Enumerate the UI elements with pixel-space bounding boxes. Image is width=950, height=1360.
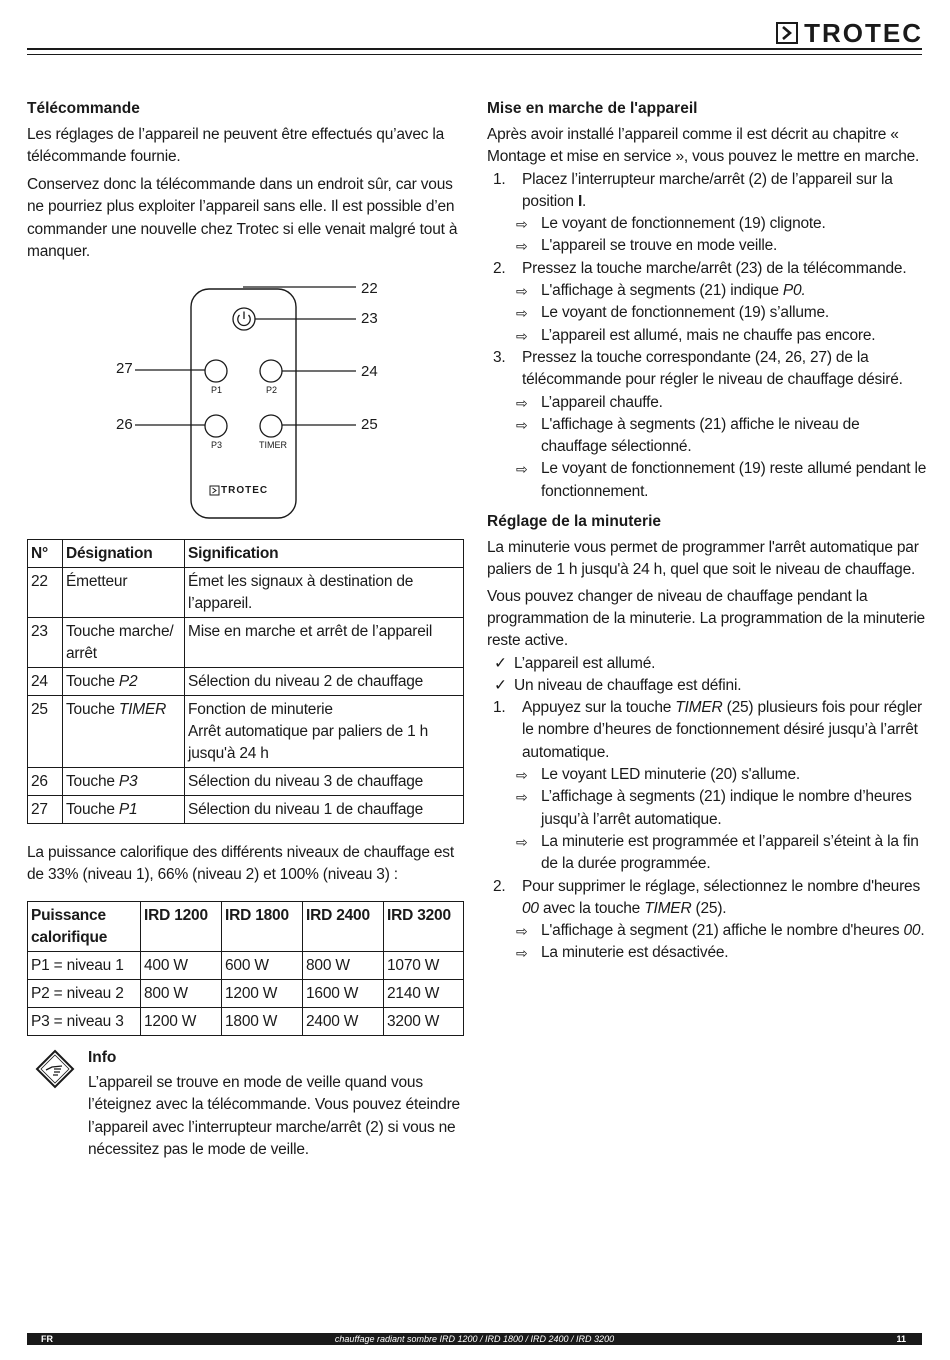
result-item: ⇨ Le voyant de fonctionnement (19) s’allume. [487,302,927,324]
cell-designation: Touche P1 [63,796,185,824]
cell-designation: Touche P2 [63,668,185,696]
cell-number: 24 [28,668,63,696]
table-row [28,952,464,980]
start-intro: Après avoir installé l’appareil comme il est décrit au chapitre « Montage et mise en service », vous pouvez le mettre en marche. [487,126,920,166]
start-step-1: 1. Placez l’interrupteur marche/arrêt (2) de l’appareil sur la position I. [493,170,893,210]
header-rule-thin [27,54,922,55]
table-row [28,1008,464,1036]
arrow-icon: ⇨ [516,416,528,433]
result-item: ⇨ Le voyant LED minuterie (20) s'allume. [487,764,927,786]
button-p1-label: P1 [211,385,223,395]
footer-language: FR [41,1334,53,1344]
start-step-2: 2. Pressez la touche marche/arrêt (23) de la télécommande. [493,259,907,277]
cell-signification: Sélection du niveau 3 de chauffage [185,768,464,796]
cell-number: 27 [28,796,63,824]
table-row [28,568,464,618]
arrow-icon: ⇨ [516,789,528,806]
right-column [487,98,927,965]
th-ird1800: IRD 1800 [222,902,303,952]
power-table [27,901,464,1036]
arrow-icon: ⇨ [516,305,528,322]
button-p2-label: P2 [266,385,278,395]
table-row [28,618,464,668]
arrow-icon: ⇨ [516,767,528,784]
cell-value: 1200 W [141,1008,222,1036]
button-timer-label: TIMER [259,440,287,450]
info-hand-icon [35,1049,75,1089]
result-item: ⇨ L'affichage à segments (21) indique P0. [487,280,927,302]
cell-value: 2140 W [384,980,464,1008]
header-rule [27,48,922,50]
cell-designation: Touche P3 [63,768,185,796]
cell-value: 800 W [141,980,222,1008]
arrow-icon: ⇨ [516,283,528,300]
arrow-icon: ⇨ [516,833,528,850]
arrow-icon: ⇨ [516,945,528,962]
result-item: ⇨ L’appareil chauffe. [487,392,927,414]
footer-bar [27,1333,922,1345]
cell-designation: Touche marche/ arrêt [63,618,185,668]
cell-level: P3 = niveau 3 [28,1008,141,1036]
result-item: ⇨ L'appareil se trouve en mode veille. [487,235,927,257]
th-ird1200: IRD 1200 [141,902,222,952]
remote-diagram [100,278,400,523]
callout-24: 24 [361,363,378,380]
cell-signification: Mise en marche et arrêt de l’appareil [185,618,464,668]
prerequisite-item: ✓ L’appareil est allumé. [487,653,927,675]
result-item: ⇨ Le voyant de fonctionnement (19) clignote. [487,213,927,235]
cell-value: 1600 W [303,980,384,1008]
cell-value: 1200 W [222,980,303,1008]
th-number: N° [28,540,63,568]
cell-signification: Fonction de minuterie Arrêt automatique par paliers de 1 h jusqu'à 24 h [185,696,464,768]
cell-level: P2 = niveau 2 [28,980,141,1008]
th-ird3200: IRD 3200 [384,902,464,952]
table-row [28,980,464,1008]
remote-brand: TROTEC [221,485,269,496]
th-designation: Désignation [63,540,185,568]
cell-designation: Émetteur [63,568,185,618]
th-signification: Signification [185,540,464,568]
timer-step-2: 2. Pour supprimer le réglage, sélectionnez le nombre d'heures 00 avec la touche TIMER (25). [493,877,921,917]
brand-name: TROTEC [804,18,923,48]
cell-value: 3200 W [384,1008,464,1036]
arrow-icon: ⇨ [516,923,528,940]
callout-25: 25 [361,416,378,433]
page-number: 11 [896,1334,906,1344]
start-heading: Mise en marche de l'appareil [487,100,698,117]
result-item: ⇨ Le voyant de fonctionnement (19) reste allumé pendant le fonctionnement. [516,460,927,500]
timer-step-1: 1. Appuyez sur la touche TIMER (25) plusieurs fois pour régler le nombre d’heures de fonctionnement désiré jusqu’à l’arrêt automatique. [493,699,922,761]
table-row [28,768,464,796]
result-item: ⇨ L’appareil est allumé, mais ne chauffe pas encore. [487,325,927,347]
timer-heading: Réglage de la minuterie [487,513,661,531]
cell-signification: Sélection du niveau 2 de chauffage [185,668,464,696]
cell-number: 22 [28,568,63,618]
timer-paragraph-2: Vous pouvez changer de niveau de chauffage pendant la programmation de la minuterie. La programmation de la minuterie reste active. [487,587,925,650]
arrow-icon: ⇨ [516,461,528,478]
prerequisite-item: ✓ Un niveau de chauffage est défini. [487,675,927,697]
timer-paragraph-1: La minuterie vous permet de programmer l'arrêt automatique par paliers de 1 h jusqu'à 24 h, quel que soit le niveau de chauffage. [487,539,919,579]
cell-value: 800 W [303,952,384,980]
arrow-icon: ⇨ [516,327,528,344]
check-icon: ✓ [494,654,507,672]
callout-27: 27 [116,360,133,377]
buttons-table [27,539,464,824]
table-row [28,696,464,768]
cell-number: 25 [28,696,63,768]
cell-number: 26 [28,768,63,796]
remote-heading: Télécommande [27,100,140,117]
cell-value: 1070 W [384,952,464,980]
result-item: ⇨ L'affichage à segments (21) affiche le niveau de chauffage sélectionné. [516,415,860,456]
result-item: ⇨ La minuterie est programmée et l’appareil s’éteint à la fin de la durée programmée. [516,832,919,873]
trotec-logo-icon [776,22,798,44]
result-item: ⇨ L'affichage à segment (21) affiche le nombre d'heures 00. [487,920,927,942]
info-text: L’appareil se trouve en mode de veille quand vous l’éteignez avec la télécommande. Vous pouvez éteindre l’appareil avec l’interrupteur marche/arrêt (2) si vous ne nécessitez pas le mode de veille. [88,1074,460,1158]
cell-value: 1800 W [222,1008,303,1036]
button-p3-label: P3 [211,440,223,450]
start-step-3: 3. Pressez la touche correspondante (24, 26, 27) de la télécommande pour régler le niveau de chauffage désiré. [493,348,903,389]
result-item: ⇨ La minuterie est désactivée. [487,942,927,964]
table-row [28,668,464,696]
check-icon: ✓ [494,676,507,694]
th-power: Puissance calorifique [28,902,141,952]
cell-level: P1 = niveau 1 [28,952,141,980]
remote-paragraph-1: Les réglages de l’appareil ne peuvent être effectués qu’avec la télécommande fournie. [27,126,445,166]
power-paragraph: La puissance calorifique des différents niveaux de chauffage est de 33% (niveau 1), 66% (niveau 2) et 100% (niveau 3) : [27,844,454,884]
cell-designation: Touche TIMER [63,696,185,768]
footer-title: chauffage radiant sombre IRD 1200 / IRD 1800 / IRD 2400 / IRD 3200 [334,1334,615,1344]
cell-number: 23 [28,618,63,668]
brand-logo [776,20,923,46]
result-item: ⇨ L’affichage à segments (21) indique le nombre d’heures jusqu’à l’arrêt automatique. [516,788,912,828]
callout-26: 26 [116,416,133,433]
arrow-icon: ⇨ [516,238,528,255]
callout-22: 22 [361,280,378,297]
arrow-icon: ⇨ [516,216,528,233]
remote-paragraph-2: Conservez donc la télécommande dans un endroit sûr, car vous ne pourriez plus exploiter l’appareil sans elle. Il est possible d’en commander une nouvelle chez Trotec si elle venait malgré tout à manquer. [27,176,458,260]
info-title: Info [88,1049,117,1066]
callout-23: 23 [361,310,378,327]
cell-value: 600 W [222,952,303,980]
table-row [28,796,464,824]
cell-signification: Sélection du niveau 1 de chauffage [185,796,464,824]
cell-value: 400 W [141,952,222,980]
arrow-icon: ⇨ [516,394,528,411]
cell-value: 2400 W [303,1008,384,1036]
th-ird2400: IRD 2400 [303,902,384,952]
cell-signification: Émet les signaux à destination de l’appareil. [185,568,464,618]
